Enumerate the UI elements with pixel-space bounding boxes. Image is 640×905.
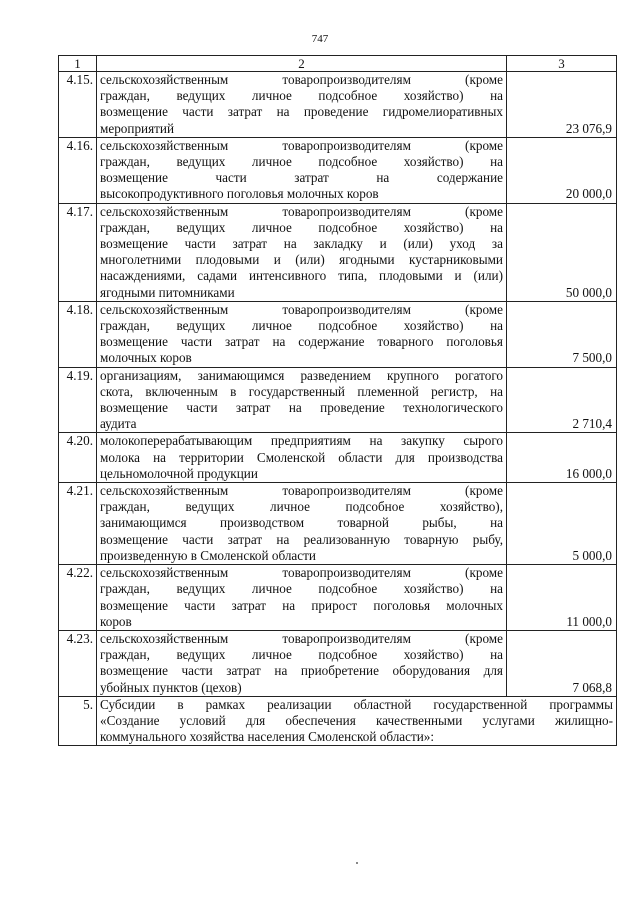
description-line: возмещение части затрат на приобретение оборудования для: [100, 663, 503, 679]
description-line: граждан, ведущих личное подсобное хозяйство) на: [100, 318, 503, 334]
page-number: 747: [311, 33, 329, 45]
description-line: молокоперерабатывающим предприятиям на закупку сырого: [100, 433, 503, 449]
subsidy-table: [58, 55, 617, 746]
table-row: [59, 203, 617, 301]
description-line: организациям, занимающимся разведением крупного рогатого: [100, 367, 503, 383]
row-description: [97, 301, 507, 367]
description-line: Субсидии в рамках реализации областной государственной программы: [100, 696, 613, 712]
description-line: цельномолочной продукции: [100, 465, 258, 481]
row-number: 4.22.: [59, 565, 97, 631]
header-col-1: 1: [59, 56, 97, 72]
description-line: сельскохозяйственным товаропроизводителям (кроме: [100, 72, 503, 87]
table-row: [59, 72, 617, 138]
description-line: убойных пунктов (цехов): [100, 679, 242, 695]
description-line: возмещение части затрат на реализованную товарную рыбу,: [100, 531, 503, 547]
description-line: «Создание условий для обеспечения качественными услугами жилищно-: [100, 712, 613, 728]
row-description: [97, 367, 507, 433]
description-line: возмещение части затрат на проведение гидромелиоративных: [100, 104, 503, 120]
row-number: 4.18.: [59, 301, 97, 367]
description-line: граждан, ведущих личное подсобное хозяйство) на: [100, 581, 503, 597]
description-line: граждан, ведущих личное подсобное хозяйство),: [100, 499, 503, 515]
row-number: 4.15.: [59, 72, 97, 138]
table-row: [59, 137, 617, 203]
description-line: сельскохозяйственным товаропроизводителям (кроме: [100, 203, 503, 219]
row-number: 4.21.: [59, 483, 97, 565]
row-description: [97, 137, 507, 203]
description-line: высокопродуктивного поголовья молочных коров: [100, 186, 379, 202]
row-number: 4.16.: [59, 137, 97, 203]
row-number: 5.: [59, 696, 97, 746]
description-line: скота, включенным в государственный племенной регистр, на: [100, 383, 503, 399]
row-number: 4.20.: [59, 433, 97, 483]
row-number: 4.23.: [59, 630, 97, 696]
row-amount: 23 076,9: [507, 72, 617, 138]
table-row: [59, 483, 617, 565]
row-number: 4.17.: [59, 203, 97, 301]
row-amount: 7 068,8: [507, 630, 617, 696]
description-line: сельскохозяйственным товаропроизводителям (кроме: [100, 565, 503, 581]
row-description: [97, 203, 507, 301]
description-line: коров: [100, 613, 132, 629]
description-line: сельскохозяйственным товаропроизводителям (кроме: [100, 137, 503, 153]
description-line: ягодными питомниками: [100, 284, 235, 300]
description-line: граждан, ведущих личное подсобное хозяйство) на: [100, 219, 503, 235]
row-description: [97, 433, 507, 483]
row-amount: 20 000,0: [507, 137, 617, 203]
description-line: граждан, ведущих личное подсобное хозяйство) на: [100, 88, 503, 104]
row-amount: 2 710,4: [507, 367, 617, 433]
description-line: коммунального хозяйства населения Смоленской области»:: [100, 729, 435, 745]
description-line: занимающимся производством товарной рыбы, на: [100, 515, 503, 531]
header-col-3: 3: [507, 56, 617, 72]
table-row: [59, 696, 617, 746]
description-line: аудита: [100, 416, 137, 432]
description-line: мероприятий: [100, 120, 175, 136]
row-amount: 7 500,0: [507, 301, 617, 367]
row-amount: 50 000,0: [507, 203, 617, 301]
table-header-row: [59, 56, 617, 72]
description-line: многолетними плодовыми и (или) ягодными кустарниковыми: [100, 252, 503, 268]
row-amount: 16 000,0: [507, 433, 617, 483]
row-description: [97, 565, 507, 631]
row-amount: 5 000,0: [507, 483, 617, 565]
description-line: граждан, ведущих личное подсобное хозяйство) на: [100, 154, 503, 170]
description-line: сельскохозяйственным товаропроизводителям (кроме: [100, 630, 503, 646]
row-description: [97, 72, 507, 138]
description-line: молочных коров: [100, 350, 192, 366]
header-col-2: 2: [97, 56, 507, 72]
description-line: возмещение части затрат на проведение технологического: [100, 400, 503, 416]
table-row: [59, 630, 617, 696]
scan-speck: [356, 862, 358, 864]
row-description: [97, 630, 507, 696]
description-line: молока на территории Смоленской области для производства: [100, 449, 503, 465]
description-line: произведенную в Смоленской области: [100, 547, 316, 563]
table-row: [59, 565, 617, 631]
row-number: 4.19.: [59, 367, 97, 433]
description-line: возмещение части затрат на прирост поголовья молочных: [100, 597, 503, 613]
description-line: граждан, ведущих личное подсобное хозяйство) на: [100, 647, 503, 663]
description-line: возмещение части затрат на содержание товарного поголовья: [100, 334, 503, 350]
table-row: [59, 301, 617, 367]
row-description: [97, 696, 617, 746]
description-line: возмещение части затрат на содержание: [100, 170, 503, 186]
description-line: сельскохозяйственным товаропроизводителям (кроме: [100, 301, 503, 317]
table-row: [59, 433, 617, 483]
table-row: [59, 367, 617, 433]
row-amount: 11 000,0: [507, 565, 617, 631]
row-description: [97, 483, 507, 565]
description-line: сельскохозяйственным товаропроизводителям (кроме: [100, 483, 503, 499]
description-line: возмещение части затрат на закладку и (или) уход за: [100, 236, 503, 252]
description-line: насаждениями, садами интенсивного типа, плодовыми и (или): [100, 268, 503, 284]
